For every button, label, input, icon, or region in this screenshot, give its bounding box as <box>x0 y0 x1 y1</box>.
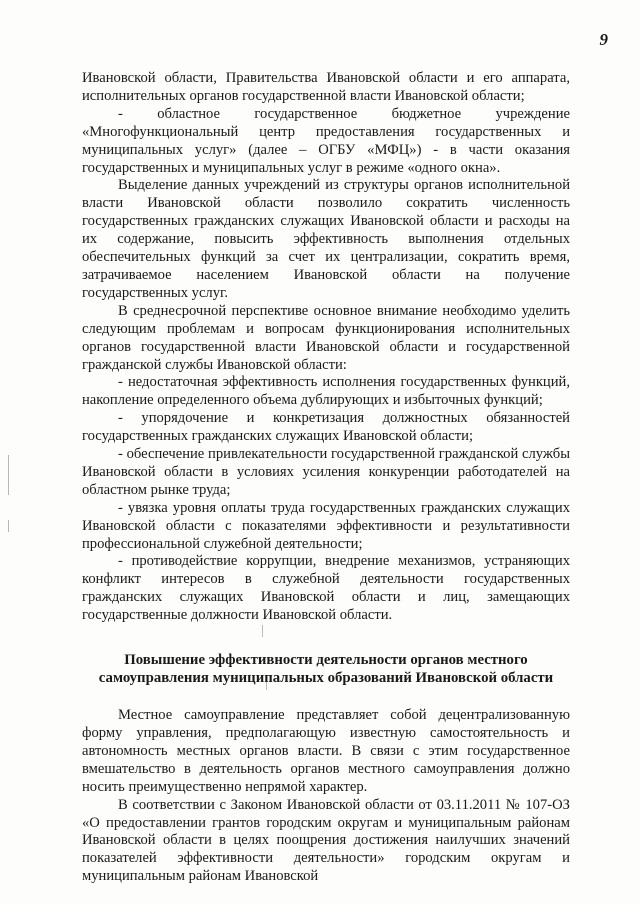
paragraph: Местное самоуправление представляет собой децентрализованную форму управления, предполагающую известную самостоятельность и автономность местных органов власти. В связи с этим государственное вмешательство в деятельность органов местного самоуправления должно носить преимущественно непрямой характер. <box>82 707 570 795</box>
paragraph: В среднесрочной перспективе основное внимание необходимо уделить следующим проблемам и вопросам функционирования исполнительных органов государственной власти Ивановской области и государственной гражданской службы Ивановской области: <box>82 302 570 373</box>
scan-artifact <box>8 455 9 495</box>
bullet-item: - обеспечение привлекательности государственной гражданской службы Ивановской области в условиях усиления конкуренции работодателей на областном рынке труда; <box>82 446 570 498</box>
section-heading-line: самоуправления муниципальных образований Ивановской области <box>98 670 554 687</box>
page-number: 9 <box>599 30 608 49</box>
section-heading <box>82 651 570 687</box>
section-heading-line: Повышение эффективности деятельности органов местного <box>124 652 528 669</box>
paragraph: В соответствии с Законом Ивановской области от 03.11.2011 № 107-ОЗ «О предоставлении грантов городским округам и муниципальным районам Ивановской области в целях поощрения достижения наилучших значений показателей эффективности деятельности» городским округам и муниципальным районам Ивановской <box>82 796 570 885</box>
scan-artifact <box>8 520 9 532</box>
bullet-item: - упорядочение и конкретизация должностных обязанностей государственных гражданских служащих Ивановской области; <box>82 410 570 445</box>
bullet-item: - увязка уровня оплаты труда государственных гражданских служащих Ивановской области с показателями эффективности и результативности профессиональной служебной деятельности; <box>82 499 570 552</box>
document-body <box>82 70 570 886</box>
paragraph: Выделение данных учреждений из структуры органов исполнительной власти Ивановской области позволило сократить численность государственных гражданских служащих Ивановской области и расходы на их содержание, повысить эффективность выполнения отдельных обеспечительных функций за счет их централизации, сократить время, затрачиваемое населением Ивановской области на получение государственных услуг. <box>82 177 570 301</box>
bullet-item: - противодействие коррупции, внедрение механизмов, устраняющих конфликт интересов в служебной деятельности государственных гражданских служащих Ивановской области и лиц, замещающих государственные должности Ивановской области. <box>82 553 570 624</box>
bullet-item: - недостаточная эффективность исполнения государственных функций, накопление определенного объема дублирующих и избыточных функций; <box>82 374 570 409</box>
paragraph: Ивановской области, Правительства Ивановской области и его аппарата, исполнительных органов государственной власти Ивановской области; <box>82 70 570 104</box>
bullet-item: - областное государственное бюджетное учреждение «Многофункциональный центр предоставления государственных и муниципальных услуг» (далее – ОГБУ «МФЦ») - в части оказания государственных и муниципальных услуг в режиме «одного окна». <box>82 105 570 176</box>
